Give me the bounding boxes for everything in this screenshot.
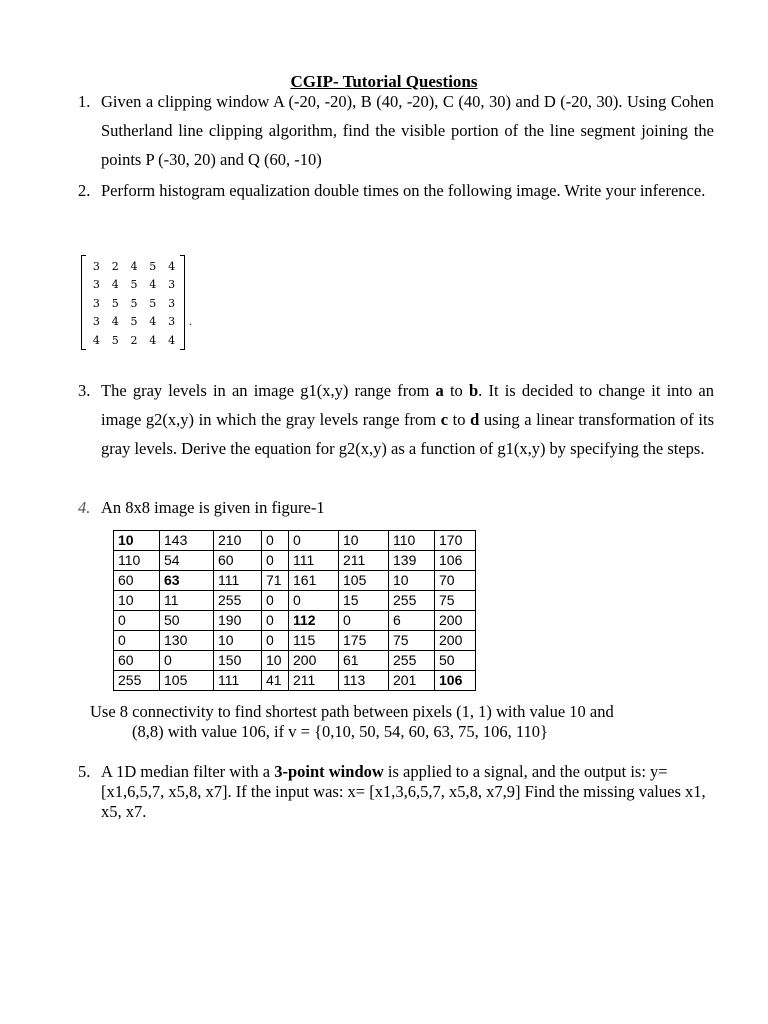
symbol-c: c <box>440 410 449 429</box>
matrix-cell: 4 <box>92 333 100 347</box>
matrix-cell: 5 <box>130 278 138 292</box>
question-number: 1. <box>78 92 91 111</box>
table-cell: 0 <box>262 551 289 571</box>
table-cell: 60 <box>114 571 160 591</box>
question-2 <box>78 176 714 205</box>
table-cell: 200 <box>435 631 476 651</box>
table-cell: 106 <box>435 551 476 571</box>
question-number: 5. <box>78 762 91 781</box>
matrix-cell: 2 <box>130 333 138 347</box>
table-cell: 75 <box>435 591 476 611</box>
table-cell: 75 <box>389 631 435 651</box>
table-row <box>114 651 476 671</box>
table-cell: 0 <box>262 531 289 551</box>
table-row <box>114 631 476 651</box>
table-row <box>114 571 476 591</box>
table-cell: 255 <box>389 651 435 671</box>
table-cell: 54 <box>160 551 214 571</box>
table-cell: 105 <box>160 671 214 691</box>
matrix-cell: 3 <box>168 315 176 329</box>
table-cell: 10 <box>389 571 435 591</box>
table-cell: 106 <box>435 671 476 691</box>
matrix-cell: 3 <box>168 278 176 292</box>
table-cell: 0 <box>339 611 389 631</box>
question-4-instructions <box>90 702 614 742</box>
matrix-cell: 3 <box>92 296 100 310</box>
matrix-cell: 4 <box>149 333 157 347</box>
question-text: Given a clipping window A (-20, -20), B (40, -20), C (40, 30) and D (-20, 30). Using Cohen Sutherland line clipping algorithm, find the visible portion of the line segment joining the points P (-30, 20) and Q (60, -10) <box>101 92 714 169</box>
table-cell: 10 <box>114 531 160 551</box>
table-cell: 60 <box>114 651 160 671</box>
table-cell: 113 <box>339 671 389 691</box>
table-cell: 161 <box>289 571 339 591</box>
table-cell: 255 <box>214 591 262 611</box>
table-cell: 63 <box>160 571 214 591</box>
table-cell: 211 <box>289 671 339 691</box>
instruction-line-2: (8,8) with value 106, if v = {0,10, 50, 54, 60, 63, 75, 106, 110} <box>132 722 548 741</box>
matrix-suffix: . <box>189 314 192 328</box>
table-row <box>114 531 476 551</box>
question-number: 4. <box>78 498 91 517</box>
text-segment: to <box>448 410 471 429</box>
page-title: CGIP- Tutorial Questions <box>290 72 478 91</box>
symbol-a: a <box>435 381 444 400</box>
question-5 <box>78 762 718 822</box>
table-row <box>114 671 476 691</box>
matrix-cell: 4 <box>130 259 138 273</box>
table-cell: 10 <box>114 591 160 611</box>
table-cell: 190 <box>214 611 262 631</box>
left-bracket <box>81 255 86 350</box>
table-cell: 6 <box>389 611 435 631</box>
question-3 <box>78 376 714 463</box>
text-segment: using a linear transformation of its gray levels. Derive the equation for g2(x,y) as a function of g1(x,y) by specifying the steps. <box>101 410 714 458</box>
table-cell: 50 <box>160 611 214 631</box>
table-cell: 110 <box>114 551 160 571</box>
matrix-cell: 4 <box>111 315 119 329</box>
matrix-cell: 5 <box>130 296 138 310</box>
table-cell: 0 <box>289 591 339 611</box>
text-segment: The gray levels in an image g1(x,y) range from <box>101 381 436 400</box>
table-row <box>114 551 476 571</box>
instruction-line-1: Use 8 connectivity to find shortest path between pixels (1, 1) with value 10 and <box>90 702 614 721</box>
matrix-cell: 3 <box>168 296 176 310</box>
matrix-row <box>87 313 181 332</box>
table-cell: 10 <box>214 631 262 651</box>
image-matrix <box>81 255 185 350</box>
matrix-cell: 4 <box>168 259 176 273</box>
matrix-row <box>87 257 181 276</box>
symbol-b: b <box>468 381 479 400</box>
table-row <box>114 591 476 611</box>
question-number: 3. <box>78 381 91 400</box>
table-cell: 61 <box>339 651 389 671</box>
matrix-cell: 4 <box>168 333 176 347</box>
table-cell: 10 <box>262 651 289 671</box>
question-number: 2. <box>78 181 91 200</box>
table-cell: 115 <box>289 631 339 651</box>
table-cell: 41 <box>262 671 289 691</box>
table-cell: 255 <box>114 671 160 691</box>
matrix-cell: 3 <box>92 259 100 273</box>
text-segment: to <box>443 381 469 400</box>
matrix-cell: 5 <box>149 259 157 273</box>
matrix-cell: 5 <box>111 296 119 310</box>
table-cell: 210 <box>214 531 262 551</box>
table-cell: 112 <box>289 611 339 631</box>
question-1 <box>78 87 714 174</box>
table-cell: 111 <box>289 551 339 571</box>
table-cell: 70 <box>435 571 476 591</box>
matrix-cell: 4 <box>111 278 119 292</box>
table-cell: 200 <box>289 651 339 671</box>
table-cell: 0 <box>262 631 289 651</box>
table-cell: 111 <box>214 571 262 591</box>
symbol-d: d <box>470 410 480 429</box>
table-cell: 0 <box>262 611 289 631</box>
question-4 <box>78 493 714 522</box>
table-cell: 211 <box>339 551 389 571</box>
figure-1-table <box>113 530 476 691</box>
question-text <box>101 762 718 822</box>
table-cell: 0 <box>114 611 160 631</box>
matrix-row <box>87 276 181 295</box>
table-cell: 15 <box>339 591 389 611</box>
question-text: An 8x8 image is given in figure-1 <box>101 498 325 517</box>
table-cell: 175 <box>339 631 389 651</box>
table-cell: 139 <box>389 551 435 571</box>
table-cell: 0 <box>114 631 160 651</box>
table-cell: 200 <box>435 611 476 631</box>
matrix-cell: 2 <box>111 259 119 273</box>
table-cell: 10 <box>339 531 389 551</box>
matrix-cell: 3 <box>92 315 100 329</box>
matrix-cell: 4 <box>149 315 157 329</box>
bold-phrase: 3-point window <box>274 762 384 781</box>
table-cell: 0 <box>160 651 214 671</box>
table-cell: 71 <box>262 571 289 591</box>
text-segment: is applied to a signal, and the output is: y= [x1,6,5,7, x5,8, x7]. If the input was: x= [x1,3,6,5,7, x5,8, x7,9] Find the missing values x1, x5, x7. <box>101 762 706 821</box>
matrix-grid <box>87 257 181 350</box>
table-cell: 60 <box>214 551 262 571</box>
matrix-cell: 5 <box>149 296 157 310</box>
matrix-cell: 3 <box>92 278 100 292</box>
table-cell: 201 <box>389 671 435 691</box>
table-cell: 150 <box>214 651 262 671</box>
question-text: Perform histogram equalization double times on the following image. Write your inference. <box>101 181 706 200</box>
table-cell: 143 <box>160 531 214 551</box>
table-cell: 110 <box>389 531 435 551</box>
question-text <box>101 376 714 463</box>
matrix-cell: 4 <box>149 278 157 292</box>
table-cell: 111 <box>214 671 262 691</box>
table-cell: 11 <box>160 591 214 611</box>
table-cell: 0 <box>289 531 339 551</box>
matrix-row <box>87 331 181 350</box>
text-segment: A 1D median filter with a <box>101 762 275 781</box>
matrix-cell: 5 <box>130 315 138 329</box>
table-cell: 130 <box>160 631 214 651</box>
matrix-row <box>87 294 181 313</box>
table-cell: 0 <box>262 591 289 611</box>
table-cell: 170 <box>435 531 476 551</box>
text-segment: . It is decided to change it into an image g2(x,y) in which the gray levels range from <box>101 381 715 429</box>
table-cell: 255 <box>389 591 435 611</box>
table-cell: 105 <box>339 571 389 591</box>
matrix-cell: 5 <box>111 333 119 347</box>
table-row <box>114 611 476 631</box>
table-cell: 50 <box>435 651 476 671</box>
